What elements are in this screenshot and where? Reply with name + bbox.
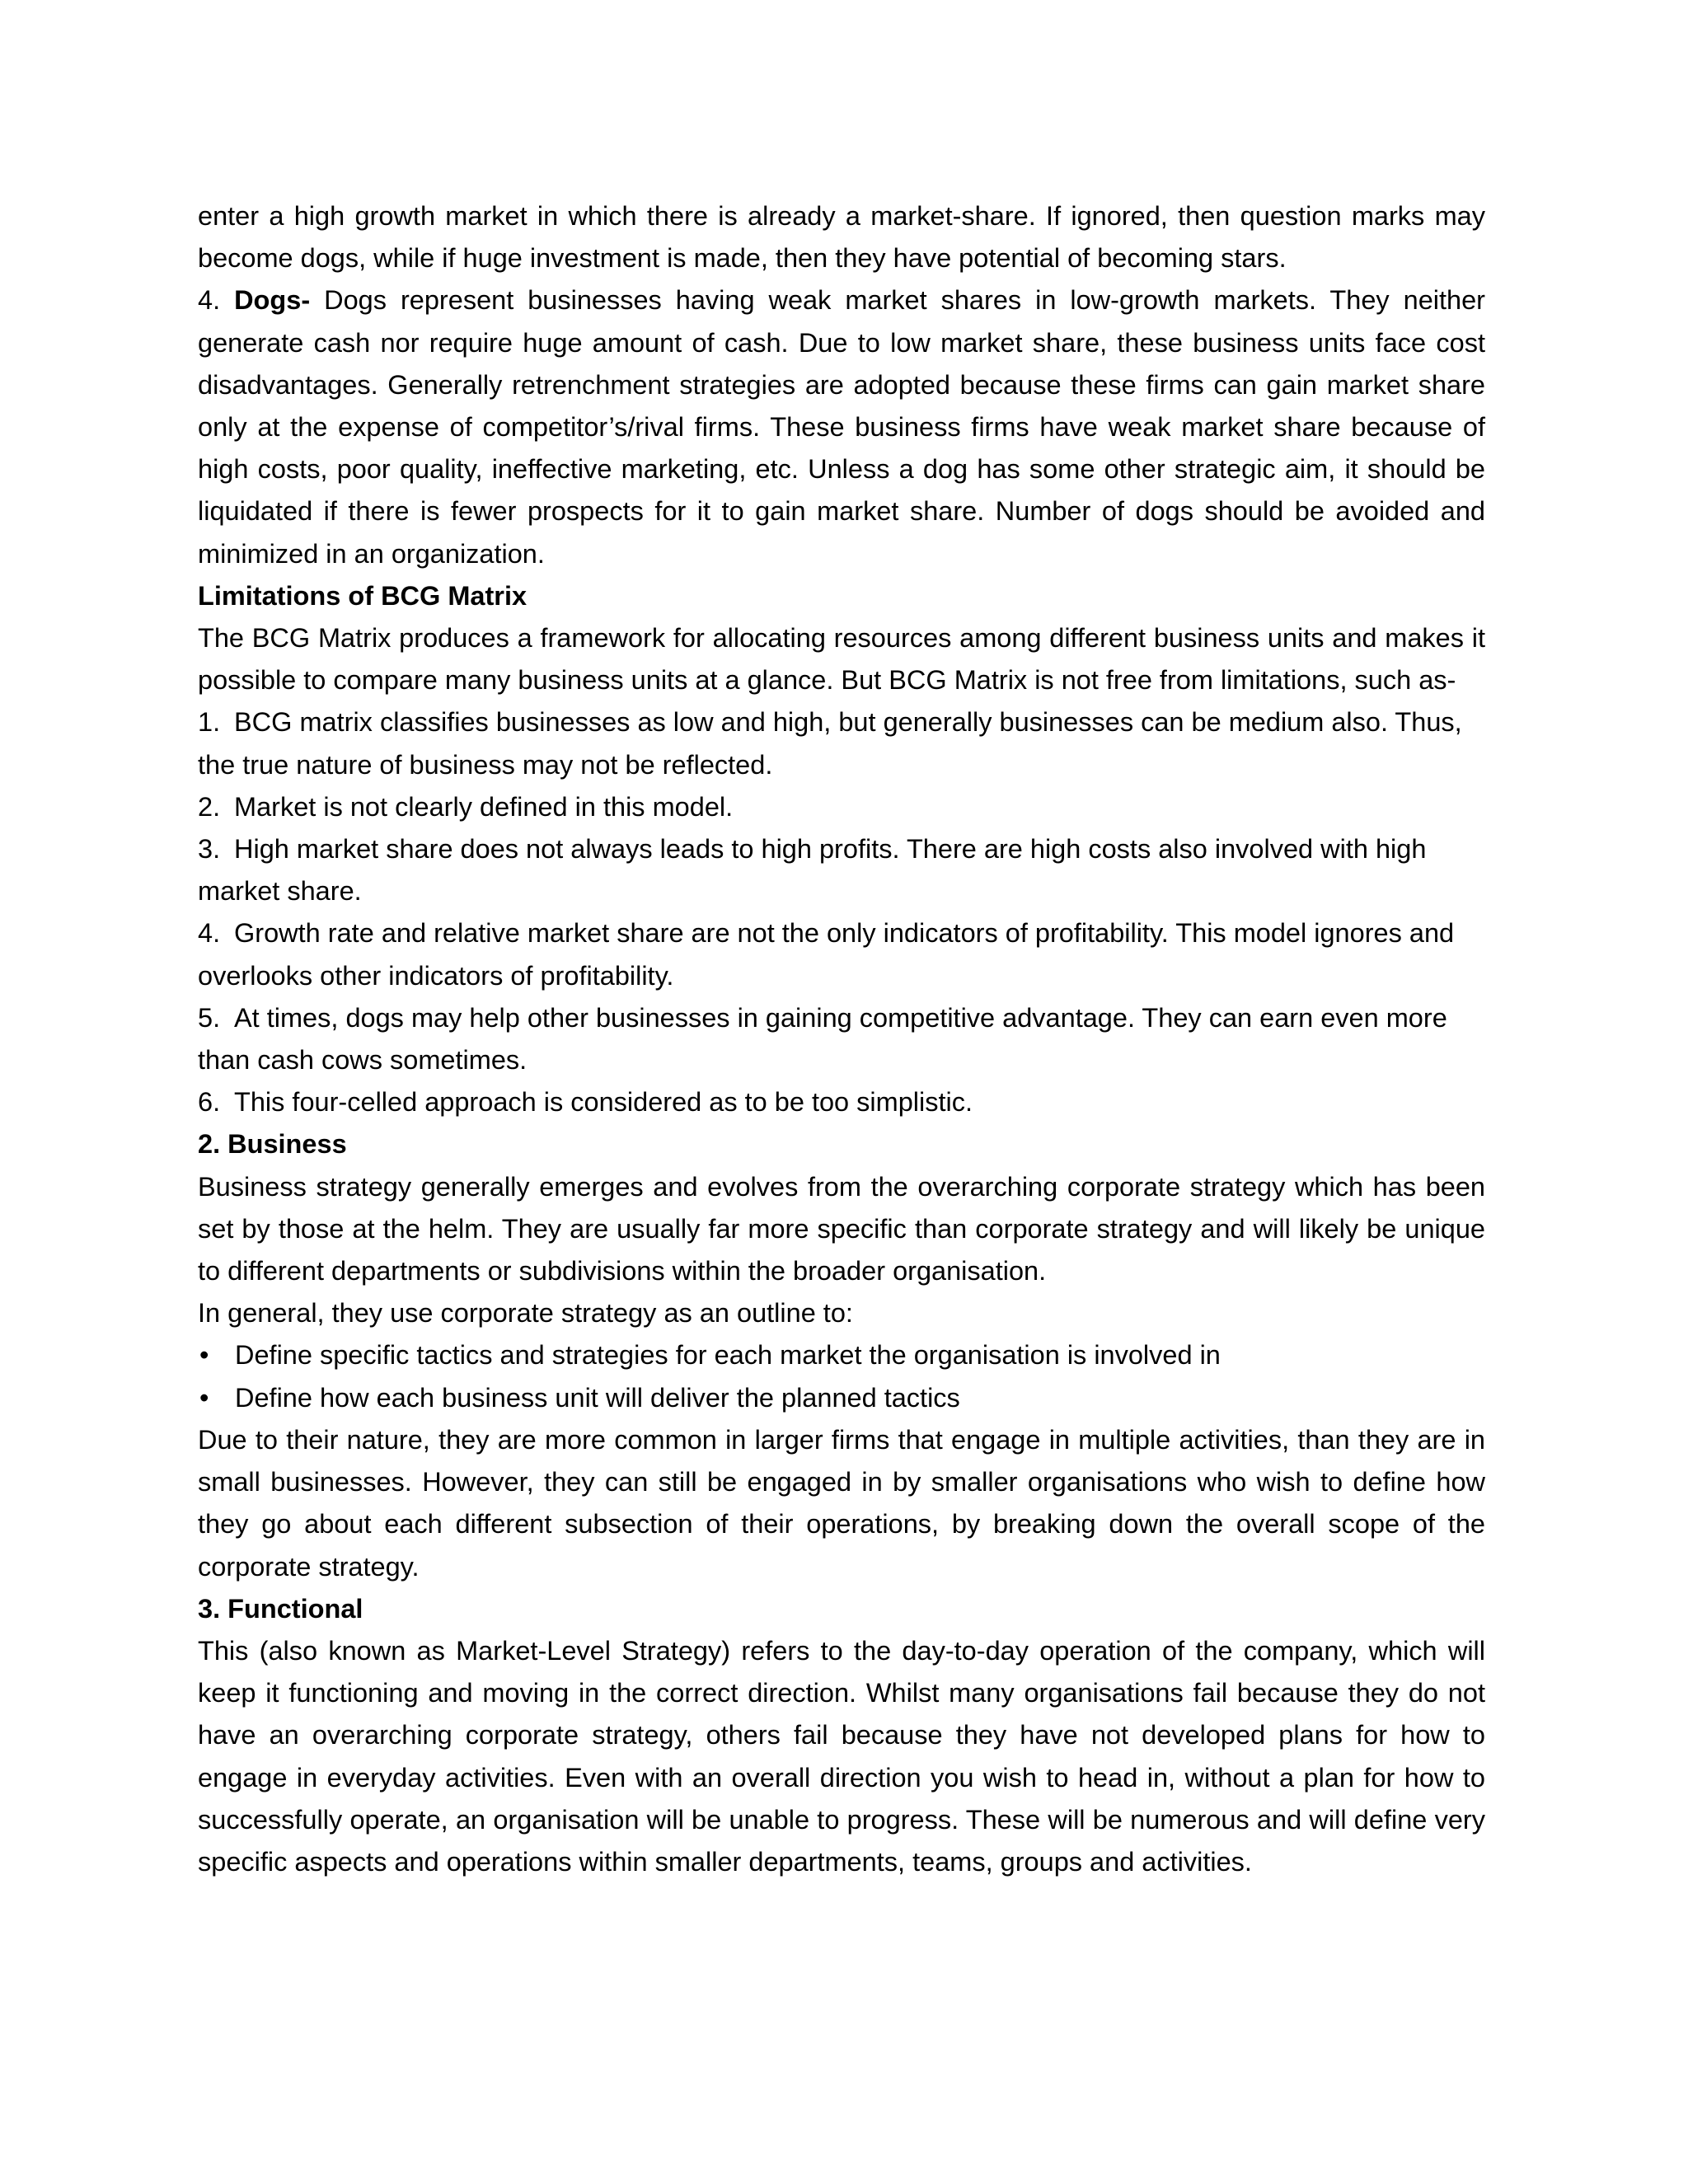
dogs-text: Dogs represent businesses having weak market shares in low-growth markets. They neither generate cash nor require huge amount of cash. Due to low market share, these business units face cost disadvantages. Generally retrenchment strategies are adopted because these firms can gain market share only at the expense of competitor’s/rival firms. These business firms have weak market share because of high costs, poor quality, ineffective marketing, etc. Unless a dog has some other strategic aim, it should be liquidated if there is fewer prospects for it to gain market share. Number of dogs should be avoided and minimized in an organization. [198, 285, 1486, 569]
limitation-item-text: BCG matrix classifies businesses as low and high, but generally businesses can be medium also. Thus, the true nature of business may not be reflected. [198, 707, 1462, 780]
functional-heading: 3. Functional [198, 1593, 363, 1624]
limitations-heading: Limitations of BCG Matrix [198, 580, 528, 611]
limitation-item [198, 701, 1485, 785]
limitation-item-text: Market is not clearly defined in this model. [234, 791, 734, 822]
business-paragraph-1: Business strategy generally emerges and evolves from the overarching corporate strategy which has been set by those at the helm. They are usually far more specific than corporate strategy and will likely be unique to different departments or subdivisions within the broader organisation. [198, 1171, 1485, 1286]
limitation-item-number: 3. [198, 834, 221, 865]
limitation-item [198, 997, 1485, 1081]
limitation-item-number: 6. [198, 1087, 221, 1118]
limitation-item-number: 4. [198, 918, 221, 949]
dogs-number: 4. [198, 285, 221, 316]
business-bullet-text: Define specific tactics and strategies for each market the organisation is involved in [235, 1340, 1221, 1371]
limitations-intro-paragraph: The BCG Matrix produces a framework for allocating resources among different business units and makes it possible to compare many business units at a glance. But BCG Matrix is not free from limitations, such as- [198, 623, 1485, 696]
business-bullet-list [198, 1334, 1485, 1418]
limitations-list [198, 701, 1485, 1123]
business-paragraph-3: Due to their nature, they are more common in larger firms that engage in multiple activities, than they are in small businesses. However, they can still be engaged in by smaller organisations who wish to define how they go about each different subsection of their operations, by breaking down the overall scope of the corporate strategy. [198, 1424, 1485, 1582]
limitation-item-text: At times, dogs may help other businesses in gaining competitive advantage. They can earn even more than cash cows sometimes. [198, 1002, 1447, 1076]
limitation-item-number: 2. [198, 791, 221, 822]
limitation-item-number: 1. [198, 707, 221, 738]
limitation-item-text: High market share does not always leads to high profits. There are high costs also involved with high market share. [198, 834, 1427, 907]
business-bullet-item [198, 1334, 1485, 1376]
limitation-item [198, 912, 1485, 996]
functional-paragraph: This (also known as Market-Level Strategy) refers to the day-to-day operation of the company, which will keep it functioning and moving in the correct direction. Whilst many organisations fail because they do not have an overarching corporate strategy, others fail because they have not developed plans for how to engage in everyday activities. Even with an overall direction you wish to head in, without a plan for how to successfully operate, an organisation will be unable to progress. These will be numerous and will define very specific aspects and operations within smaller departments, teams, groups and activities. [198, 1635, 1485, 1877]
business-bullet-item [198, 1377, 1485, 1419]
bullet-icon: • [199, 1382, 209, 1413]
limitation-item [198, 828, 1485, 912]
limitation-item-text: This four-celled approach is considered as to be too simplistic. [234, 1087, 973, 1118]
dogs-paragraph [198, 279, 1485, 574]
business-bullet-text: Define how each business unit will deliver the planned tactics [235, 1382, 960, 1413]
dogs-label: Dogs- [234, 285, 311, 316]
bullet-icon: • [199, 1340, 209, 1371]
intro-continuation-paragraph: enter a high growth market in which there is already a market-share. If ignored, then question marks may become dogs, while if huge investment is made, then they have potential of becoming stars. [198, 201, 1485, 274]
document-page [198, 195, 1485, 1883]
limitation-item-number: 5. [198, 1002, 221, 1033]
limitation-item [198, 1081, 1485, 1123]
business-paragraph-2: In general, they use corporate strategy as an outline to: [198, 1298, 853, 1329]
business-heading: 2. Business [198, 1129, 347, 1160]
limitation-item-text: Growth rate and relative market share are not the only indicators of profitability. This model ignores and overlooks other indicators of profitability. [198, 918, 1455, 991]
limitation-item [198, 786, 1485, 828]
